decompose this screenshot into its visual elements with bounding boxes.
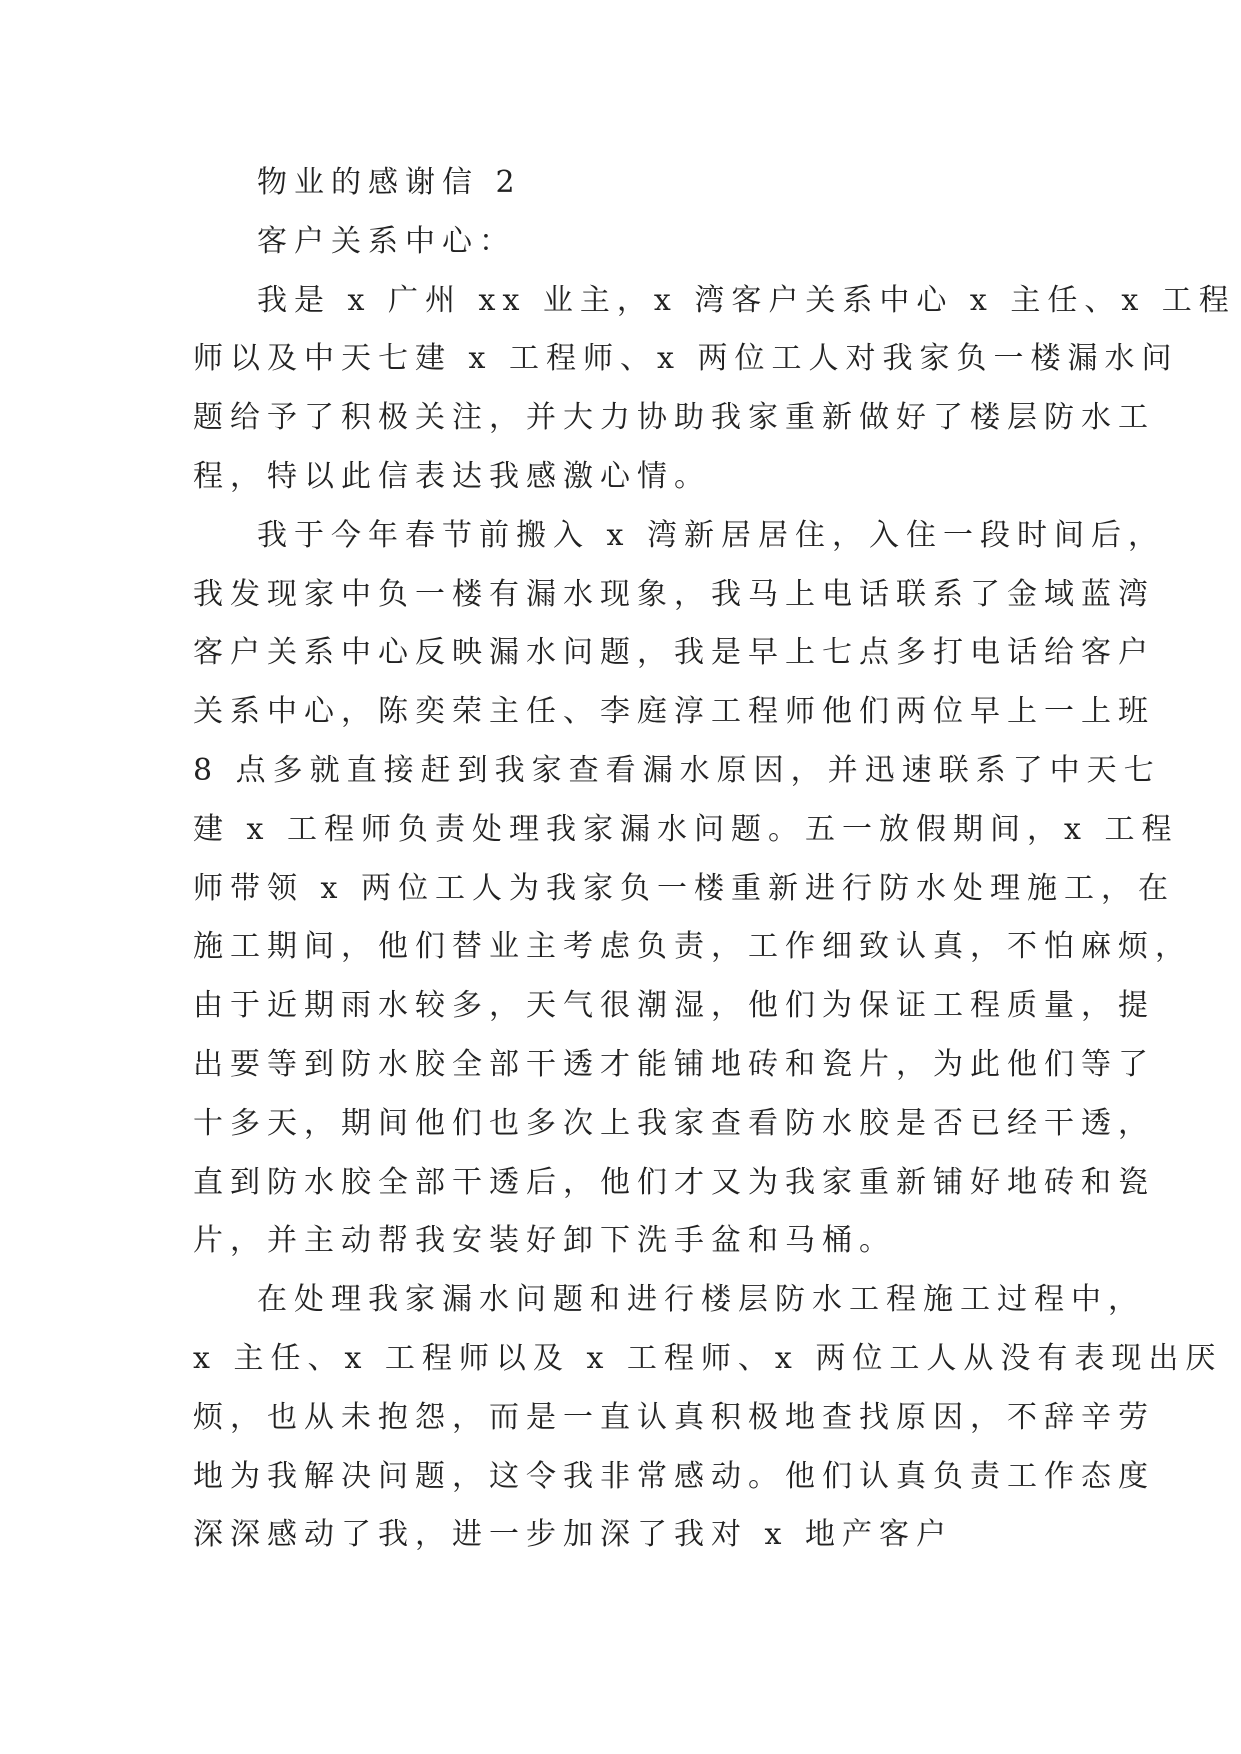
paragraph-line: 烦，也从未抱怨，而是一直认真积极地查找原因，不辞辛劳 xyxy=(193,1399,1155,1435)
paragraph-3 xyxy=(193,1271,1223,1565)
paragraph-line: 在处理我家漏水问题和进行楼层防水工程施工过程中， xyxy=(257,1282,1145,1318)
paragraph-line: 师带领 x 两位工人为我家负一楼重新进行防水处理施工，在 xyxy=(193,870,1175,906)
paragraph-line: 我是 x 广州 xx 业主，x 湾客户关系中心 x 主任、x 工程 xyxy=(257,282,1236,318)
paragraph-line: 直到防水胶全部干透后，他们才又为我家重新铺好地砖和瓷 xyxy=(193,1164,1155,1200)
paragraph-line: 题给予了积极关注，并大力协助我家重新做好了楼层防水工 xyxy=(193,400,1155,436)
paragraph-line: 十多天，期间他们也多次上我家查看防水胶是否已经干透， xyxy=(193,1105,1155,1141)
paragraph-line: 我于今年春节前搬入 x 湾新居居住，入住一段时间后， xyxy=(257,517,1165,553)
paragraph-line: 片，并主动帮我安装好卸下洗手盆和马桶。 xyxy=(193,1223,896,1259)
paragraph-line: 客户关系中心反映漏水问题，我是早上七点多打电话给客户 xyxy=(193,635,1155,671)
paragraph-line: 深深感动了我，进一步加深了我对 x 地产客户 xyxy=(193,1517,953,1553)
paragraph-line: 程，特以此信表达我感激心情。 xyxy=(193,458,711,494)
letter-page xyxy=(193,154,1236,1565)
paragraph-line: 出要等到防水胶全部干透才能铺地砖和瓷片，为此他们等了 xyxy=(193,1046,1155,1082)
paragraph-line: 8 点多就直接赶到我家查看漏水原因，并迅速联系了中天七 xyxy=(193,752,1161,788)
paragraph-line: 关系中心，陈奕荣主任、李庭淳工程师他们两位早上一上班 xyxy=(193,694,1155,730)
paragraph-2 xyxy=(193,507,1192,1271)
paragraph-line: 施工期间，他们替业主考虑负责，工作细致认真，不怕麻烦， xyxy=(193,929,1192,965)
paragraph-line: x 主任、x 工程师以及 x 工程师、x 两位工人从没有表现出厌 xyxy=(193,1340,1223,1376)
paragraph-line: 我发现家中负一楼有漏水现象，我马上电话联系了金域蓝湾 xyxy=(193,576,1155,612)
letter-title: 物业的感谢信 2 xyxy=(257,165,522,200)
paragraph-line: 建 x 工程师负责处理我家漏水问题。五一放假期间，x 工程 xyxy=(193,811,1179,847)
paragraph-1 xyxy=(193,272,1236,507)
paragraph-line: 由于近期雨水较多，天气很潮湿，他们为保证工程质量，提 xyxy=(193,988,1155,1024)
paragraph-line: 师以及中天七建 x 工程师、x 两位工人对我家负一楼漏水问 xyxy=(193,341,1179,377)
paragraph-line: 地为我解决问题，这令我非常感动。他们认真负责工作态度 xyxy=(193,1458,1155,1494)
letter-salutation: 客户关系中心： xyxy=(257,223,516,259)
